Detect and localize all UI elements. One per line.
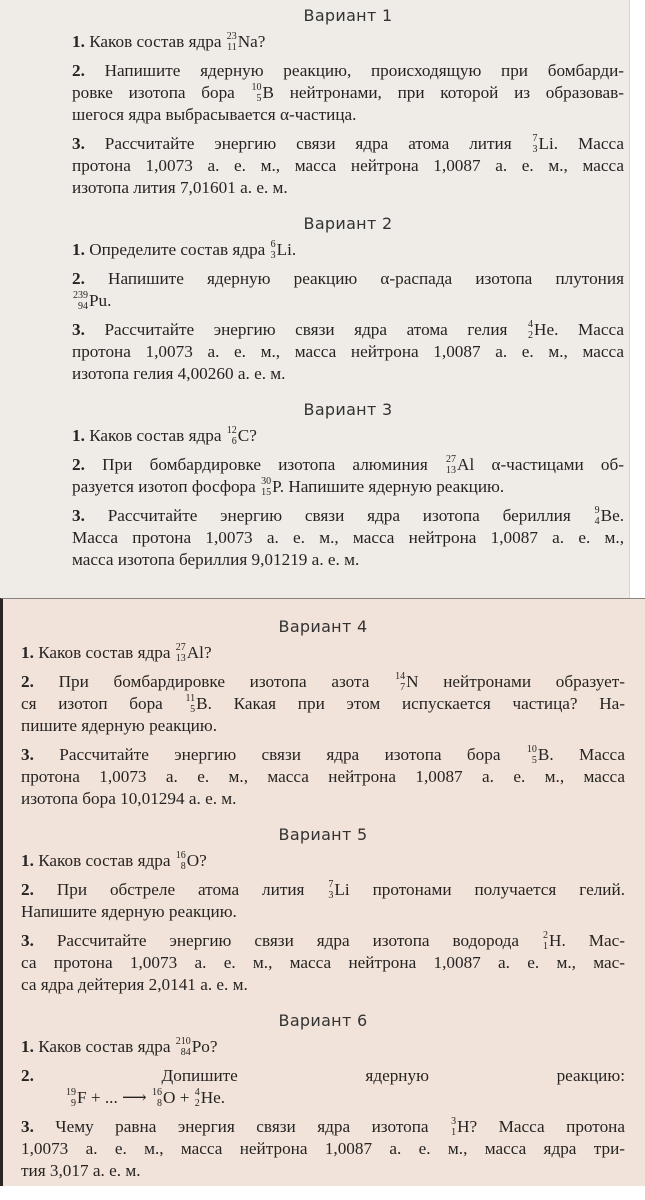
text-line — [72, 549, 624, 571]
isotope-notation — [226, 32, 258, 51]
text-segment: α-частицами об- — [474, 455, 624, 474]
mass-number: 30 — [261, 476, 272, 487]
task-item — [21, 1116, 625, 1182]
text-line — [72, 82, 624, 104]
element-symbol: H — [549, 931, 562, 950]
mass-number: 4 — [194, 1087, 200, 1098]
text-line — [72, 177, 624, 199]
variant-title: Вариант 2 — [303, 214, 393, 233]
text-line — [21, 744, 625, 766]
element-symbol: Li — [334, 880, 350, 899]
isotope-notation — [151, 1088, 175, 1107]
element-symbol: Li — [538, 134, 554, 153]
task-item — [72, 133, 624, 199]
element-symbol: H — [457, 1117, 470, 1136]
mass-number: 6 — [270, 239, 276, 250]
isotope-indices — [543, 930, 548, 952]
text-segment: Рассчитайте энергию связи ядра атома лития — [84, 134, 532, 153]
text-line — [72, 363, 624, 385]
text-segment: ? — [257, 32, 266, 51]
task-number: 3. — [21, 1117, 34, 1136]
text-line — [72, 155, 624, 177]
task-item — [21, 850, 625, 872]
atomic-number: 13 — [446, 465, 457, 476]
element-symbol: Na — [237, 32, 258, 51]
task-item — [72, 60, 624, 126]
isotope-indices — [227, 31, 237, 53]
atomic-number: 1 — [451, 1127, 457, 1138]
isotope-notation — [445, 455, 474, 474]
isotope-indices — [528, 319, 533, 341]
isotope-notation — [394, 672, 418, 691]
text-line — [72, 60, 624, 82]
isotope-indices — [595, 505, 600, 527]
isotope-notation — [175, 1037, 210, 1056]
text-line — [21, 1160, 625, 1182]
atomic-number: 3 — [328, 890, 334, 901]
task-item — [21, 1036, 625, 1058]
text-segment: Рассчитайте энергию связи ядра изотопа водорода — [33, 931, 543, 950]
mass-number: 3 — [451, 1116, 457, 1127]
element-symbol: C — [237, 426, 250, 445]
atomic-number: 3 — [270, 250, 276, 261]
task-item — [72, 31, 624, 53]
atomic-number: 4 — [594, 516, 600, 527]
task-item — [21, 642, 625, 664]
isotope-indices — [533, 133, 538, 155]
isotope-indices — [451, 1116, 456, 1138]
isotope-notation — [270, 240, 292, 259]
text-segment: Каков состав ядра — [84, 32, 226, 51]
mass-number: 14 — [395, 671, 406, 682]
element-symbol: Al — [457, 455, 475, 474]
text-segment: ? — [199, 851, 207, 870]
isotope-indices — [271, 239, 276, 261]
text-segment: Рассчитайте энергию связи ядра изотопа бора — [33, 745, 526, 764]
element-symbol: Al — [186, 643, 204, 662]
text-segment: протона 1,0073 а. е. м., масса нейтрона 1,0087 а. е. м., масса — [21, 767, 625, 786]
text-line — [21, 1065, 625, 1087]
scan-page-bottom — [0, 598, 645, 1186]
text-line — [21, 974, 625, 996]
text-segment: са ядра дейтерия 2,0141 а. е. м. — [21, 975, 248, 994]
atomic-number: 5 — [256, 93, 262, 104]
atomic-number: 6 — [231, 436, 237, 447]
text-segment: Напишите ядерную реакцию, происходящую при бомбарди- — [84, 61, 624, 80]
element-symbol: F — [77, 1088, 87, 1107]
task-item — [72, 239, 624, 261]
mass-number: 19 — [66, 1087, 76, 1098]
mass-number: 2 — [543, 930, 549, 941]
text-segment: Каков состав ядра — [33, 643, 175, 662]
task-number: 2. — [21, 1066, 34, 1085]
atomic-number: 84 — [180, 1047, 191, 1058]
text-segment: Рассчитайте энергию связи ядра изотопа бериллия — [84, 506, 594, 525]
text-line — [72, 268, 624, 290]
task-item — [21, 671, 625, 737]
atomic-number: 8 — [156, 1098, 162, 1109]
isotope-notation — [542, 931, 561, 950]
isotope-indices — [152, 1087, 162, 1109]
task-number: 1. — [72, 240, 85, 259]
isotope-notation — [327, 880, 349, 899]
text-line — [72, 319, 624, 341]
variant-section — [21, 616, 625, 810]
task-item — [72, 505, 624, 571]
text-segment: . Мас- — [561, 931, 625, 950]
text-line — [72, 133, 624, 155]
variant-section — [72, 5, 624, 199]
mass-number: 9 — [594, 505, 600, 516]
isotope-indices — [261, 476, 271, 498]
atomic-number: 7 — [400, 682, 406, 693]
text-line — [72, 239, 624, 261]
text-line — [72, 341, 624, 363]
variant-section — [72, 213, 624, 385]
element-symbol: Pu — [89, 291, 108, 310]
isotope-indices — [328, 879, 333, 901]
text-segment: тия 3,017 а. е. м. — [21, 1161, 141, 1180]
variant-section — [21, 824, 625, 996]
text-segment: 1,0073 а. е. м., масса нейтрона 1,0087 а. е. м., масса ядра три- — [21, 1139, 625, 1158]
variant-title: Вариант 1 — [303, 6, 393, 25]
text-line — [21, 930, 625, 952]
text-line — [21, 693, 625, 715]
element-symbol: P — [272, 477, 280, 496]
element-symbol: B — [262, 83, 274, 102]
text-segment: Определите состав ядра — [84, 240, 270, 259]
text-segment: . — [107, 291, 112, 310]
variant-section — [72, 399, 624, 571]
task-item — [21, 1065, 625, 1109]
isotope-notation — [65, 1088, 87, 1107]
text-line — [72, 104, 624, 126]
task-item — [72, 454, 624, 498]
atomic-number: 1 — [543, 941, 549, 952]
task-number: 2. — [21, 672, 34, 691]
task-item — [72, 425, 624, 447]
text-segment: изотопа бора 10,01294 а. е. м. — [21, 789, 237, 808]
text-line — [21, 850, 625, 872]
isotope-notation — [175, 851, 199, 870]
text-line — [21, 642, 625, 664]
text-segment: масса изотопа бериллия 9,01219 а. е. м. — [72, 550, 360, 569]
text-line — [21, 788, 625, 810]
atomic-number: 8 — [180, 861, 186, 872]
text-segment: пишите ядерную реакцию. — [21, 716, 218, 735]
atomic-number: 11 — [227, 42, 237, 53]
text-line — [72, 527, 624, 549]
element-symbol: B — [196, 694, 208, 713]
mass-number: 10 — [251, 82, 262, 93]
isotope-notation — [72, 291, 107, 310]
text-line — [21, 1036, 625, 1058]
element-symbol: Po — [191, 1037, 210, 1056]
element-symbol: B — [537, 745, 550, 764]
task-number: 3. — [21, 931, 34, 950]
atomic-number: 13 — [175, 653, 186, 664]
text-segment: Допишите ядерную реакцию: — [33, 1066, 625, 1085]
mass-number: 7 — [532, 133, 538, 144]
text-segment: Каков состав ядра — [33, 1037, 175, 1056]
text-segment: Каков состав ядра — [84, 426, 226, 445]
text-segment: Масса протона 1,0073 а. е. м., масса нейтрона 1,0087 а. е. м., — [72, 528, 624, 547]
text-line — [72, 425, 624, 447]
mass-number: 16 — [175, 850, 186, 861]
text-segment: . Напишите ядерную реакцию. — [279, 477, 505, 496]
text-segment: . Масса — [554, 320, 624, 339]
task-number: 2. — [72, 455, 85, 474]
variant-title: Вариант 5 — [278, 825, 368, 844]
isotope-notation — [532, 134, 554, 153]
element-symbol: He — [534, 320, 555, 339]
text-segment: . Масса — [553, 134, 625, 153]
task-number: 3. — [72, 134, 85, 153]
scan-page-top — [0, 0, 630, 599]
element-symbol: He — [200, 1088, 221, 1107]
isotope-notation — [526, 745, 549, 764]
text-segment: ? — [249, 426, 257, 445]
text-segment: са протона 1,0073 а. е. м., масса нейтрона 1,0087 а. е. м., мас- — [21, 953, 625, 972]
task-item — [21, 879, 625, 923]
task-number: 1. — [21, 643, 34, 662]
text-line — [21, 671, 625, 693]
text-segment: Рассчитайте энергию связи ядра атома гелия — [84, 320, 528, 339]
task-item — [21, 930, 625, 996]
text-segment: . — [619, 506, 624, 525]
text-segment: Напишите ядерную реакцию. — [21, 902, 237, 921]
isotope-indices — [252, 82, 262, 104]
isotope-indices — [227, 425, 237, 447]
task-number: 1. — [72, 426, 85, 445]
mass-number: 4 — [528, 319, 534, 330]
isotope-notation — [527, 320, 554, 339]
atomic-number: 15 — [261, 487, 272, 498]
task-number: 3. — [72, 320, 85, 339]
mass-number: 27 — [446, 454, 457, 465]
mass-number: 239 — [73, 290, 88, 301]
atomic-number: 94 — [78, 301, 88, 312]
mass-number: 16 — [151, 1087, 162, 1098]
text-segment: нейтронами, при которой из образовав- — [274, 83, 624, 102]
text-segment: ? — [203, 643, 212, 662]
isotope-notation — [251, 83, 274, 102]
text-line — [21, 901, 625, 923]
task-number: 2. — [72, 269, 85, 288]
task-number: 2. — [72, 61, 85, 80]
isotope-indices — [395, 671, 405, 693]
variant-section — [21, 1010, 625, 1182]
atomic-number: 5 — [531, 755, 537, 766]
isotope-indices — [176, 850, 186, 872]
text-segment: протона 1,0073 а. е. м., масса нейтрона 1,0087 а. е. м., масса — [72, 156, 624, 175]
text-line — [21, 952, 625, 974]
text-line — [72, 476, 624, 498]
task-item — [72, 319, 624, 385]
atomic-number: 3 — [532, 144, 538, 155]
text-segment: изотопа гелия 4,00260 а. е. м. — [72, 364, 286, 383]
isotope-notation — [450, 1117, 469, 1136]
text-segment: + ... ⟶ — [86, 1088, 151, 1107]
text-segment: + — [175, 1088, 194, 1107]
text-line — [72, 290, 624, 312]
isotope-notation — [594, 506, 620, 525]
variant-title: Вариант 3 — [303, 400, 393, 419]
task-number: 2. — [21, 880, 34, 899]
mass-number: 23 — [226, 31, 237, 42]
text-segment: . Какая при этом испускается частица? На- — [207, 694, 625, 713]
text-segment: протона 1,0073 а. е. м., масса нейтрона 1,0087 а. е. м., масса — [72, 342, 624, 361]
task-item — [21, 744, 625, 810]
task-number: 1. — [21, 1037, 34, 1056]
text-segment: Чему равна энергия связи ядра изотопа — [33, 1117, 451, 1136]
isotope-indices — [176, 642, 186, 664]
text-line — [21, 879, 625, 901]
atomic-number: 9 — [71, 1098, 76, 1109]
mass-number: 11 — [185, 693, 196, 704]
element-symbol: N — [406, 672, 419, 691]
mass-number: 27 — [175, 642, 186, 653]
task-number: 3. — [72, 506, 85, 525]
text-segment: . Масса — [549, 745, 625, 764]
isotope-notation — [194, 1088, 221, 1107]
text-segment: ся изотоп бора — [21, 694, 185, 713]
isotope-indices — [527, 744, 537, 766]
element-symbol: Li — [276, 240, 292, 259]
atomic-number: 5 — [190, 704, 196, 715]
text-segment: При бомбардировке изотопа алюминия — [84, 455, 446, 474]
text-segment: ? Масса протона — [469, 1117, 625, 1136]
mass-number: 10 — [526, 744, 537, 755]
text-segment: шегося ядра выбрасывается α-частица. — [72, 105, 357, 124]
isotope-notation — [260, 477, 280, 496]
text-line — [72, 454, 624, 476]
text-segment: Напишите ядерную реакцию α-распада изотопа плутония — [84, 269, 624, 288]
variant-title: Вариант 4 — [278, 617, 368, 636]
text-segment: ровке изотопа бора — [72, 83, 251, 102]
isotope-notation — [226, 426, 249, 445]
task-number: 1. — [72, 32, 85, 51]
text-line — [72, 505, 624, 527]
isotope-indices — [446, 454, 456, 476]
isotope-indices — [176, 1036, 191, 1058]
text-segment: Каков состав ядра — [33, 851, 175, 870]
task-number: 3. — [21, 745, 34, 764]
text-segment: ? — [209, 1037, 218, 1056]
text-segment: нейтронами образует- — [418, 672, 625, 691]
text-line — [21, 715, 625, 737]
isotope-indices — [73, 290, 88, 312]
task-number: 1. — [21, 851, 34, 870]
mass-number: 7 — [328, 879, 334, 890]
element-symbol: Be — [600, 506, 620, 525]
text-segment: При обстреле атома лития — [33, 880, 328, 899]
isotope-indices — [195, 1087, 200, 1109]
element-symbol: O — [162, 1088, 176, 1107]
text-line — [72, 31, 624, 53]
isotope-indices — [186, 693, 196, 715]
text-segment: . — [291, 240, 297, 259]
text-line — [21, 1138, 625, 1160]
isotope-indices — [66, 1087, 76, 1109]
text-line — [21, 1087, 625, 1109]
atomic-number: 2 — [194, 1098, 200, 1109]
element-symbol: O — [186, 851, 200, 870]
text-segment: При бомбардировке изотопа азота — [33, 672, 395, 691]
mass-number: 210 — [175, 1036, 191, 1047]
text-segment: разуется изотоп фосфора — [72, 477, 261, 496]
text-segment: изотопа лития 7,01601 а. е. м. — [72, 178, 288, 197]
isotope-notation — [175, 643, 204, 662]
mass-number: 12 — [226, 425, 237, 436]
atomic-number: 2 — [528, 330, 534, 341]
task-item — [72, 268, 624, 312]
text-line — [21, 766, 625, 788]
text-line — [21, 1116, 625, 1138]
isotope-notation — [185, 694, 208, 713]
text-segment: протонами получается гелий. — [349, 880, 625, 899]
variant-title: Вариант 6 — [278, 1011, 368, 1030]
text-segment: . — [220, 1088, 226, 1107]
